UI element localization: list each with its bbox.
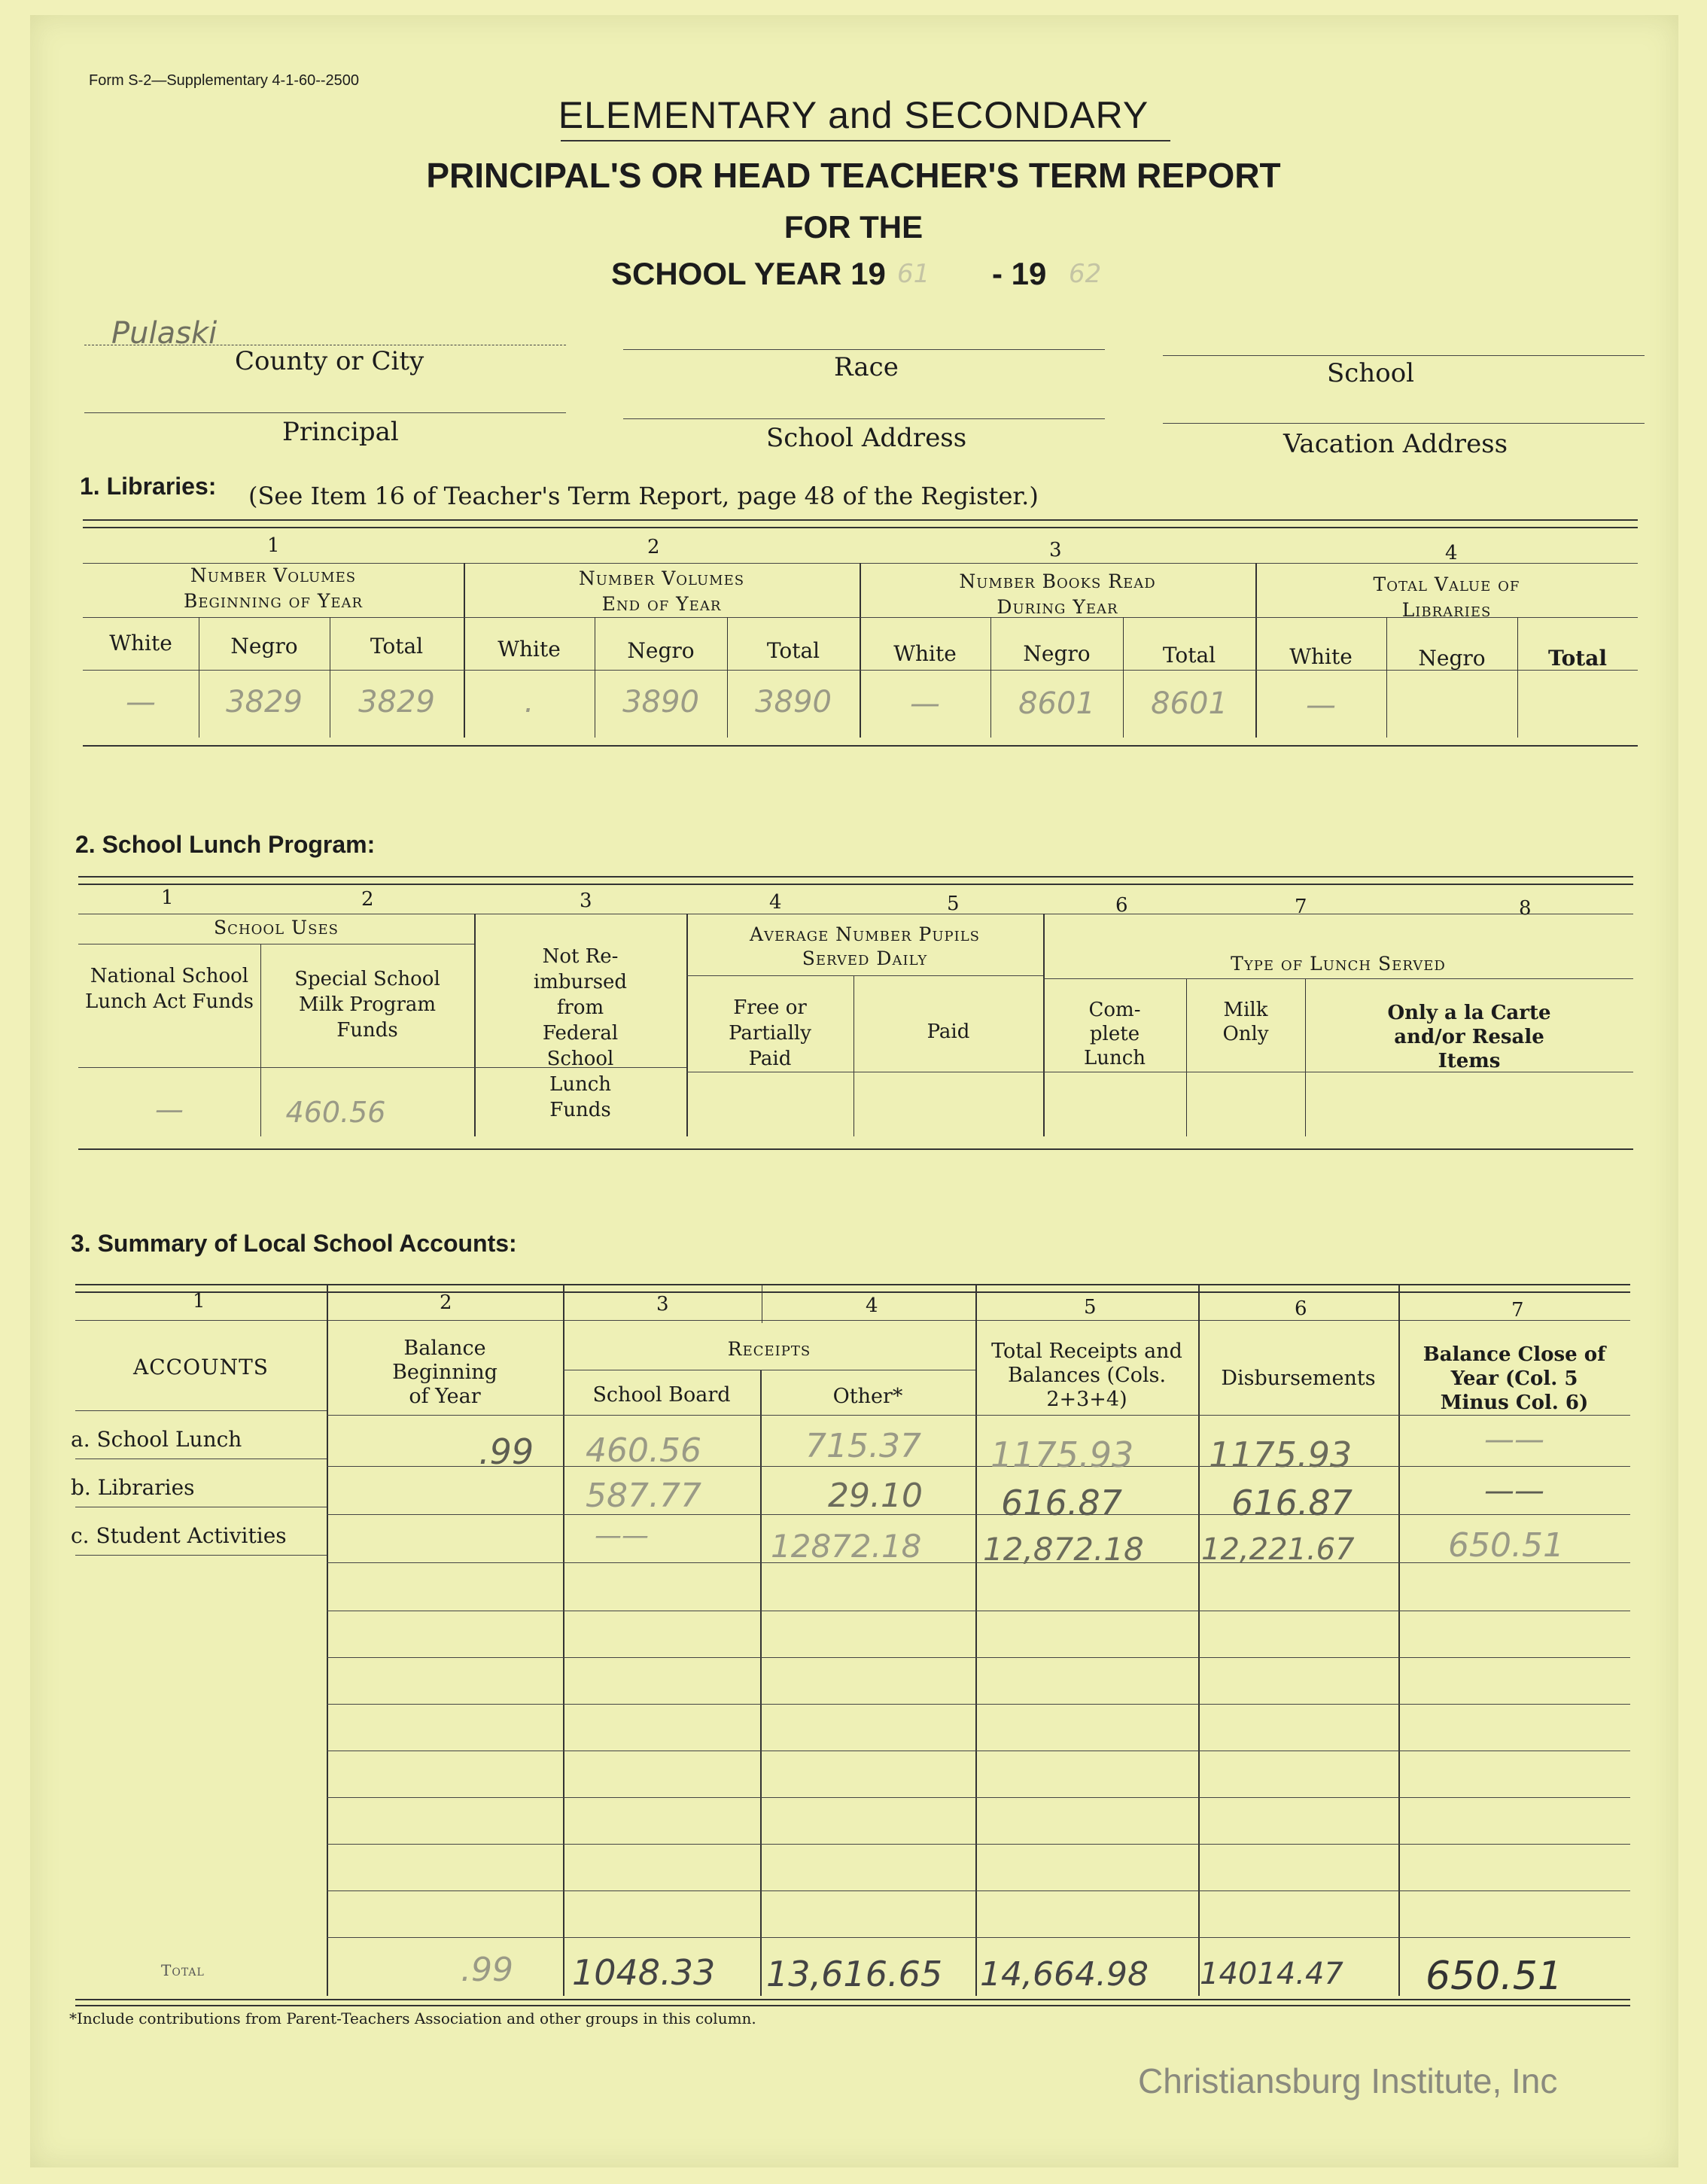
lib-rule-bottom [83, 745, 1638, 747]
lib-subline [727, 617, 728, 738]
lib-val: 3829 [226, 685, 303, 719]
acct-vline [760, 1370, 762, 1996]
acct-row-line [75, 1555, 327, 1556]
acct-colnum-1: 1 [193, 1290, 205, 1313]
lunch-avg: Average Number Pupils Served Daily [749, 923, 981, 969]
acct-colnum-3: 3 [656, 1293, 669, 1316]
lib-subline [1386, 617, 1387, 738]
acct-total: 14014.47 [1200, 1957, 1343, 1991]
lib-rule-top [83, 519, 1638, 521]
acct-rule-top [75, 1284, 1630, 1285]
acct-val: —— [595, 1520, 649, 1551]
school-year-mid: - 19 [992, 256, 1047, 291]
school-year-start: 61 [897, 259, 930, 289]
acct-colnum-2: 2 [440, 1291, 452, 1314]
lunch-c7: Milk Only [1222, 999, 1269, 1045]
lunch-c3: Not Re-imbursed from Federal School Lunch Funds [533, 945, 628, 1121]
acct-row-line [327, 1657, 1630, 1658]
acct-row-line [327, 1937, 1630, 1938]
lunch-c6: Com-plete Lunch [1083, 999, 1146, 1069]
lunch-c1: National School Lunch Act Funds [85, 965, 254, 1013]
lib-sub-negro: Negro [230, 634, 298, 659]
header-line2: PRINCIPAL'S OR HEAD TEACHER'S TERM REPORT [426, 156, 1281, 195]
acct-colnum-5: 5 [1084, 1296, 1097, 1319]
acct-h-balance-begin: Balance Beginning of Year [392, 1337, 497, 1408]
acct-val: 12,872.18 [983, 1531, 1144, 1568]
lunch-v2: 460.56 [285, 1096, 386, 1129]
lib-group-3 [860, 569, 1255, 620]
race-label: Race [834, 352, 899, 382]
lunch-title: 2. School Lunch Program: [75, 831, 376, 858]
acct-colnum-4: 4 [866, 1294, 878, 1317]
acct-val: 650.51 [1448, 1526, 1564, 1565]
acct-val: 12872.18 [771, 1528, 922, 1565]
lib-sub-total: Total [766, 638, 820, 663]
lib-group-3-line2: During Year [997, 596, 1118, 618]
lib-group-4-line2: Libraries [1401, 599, 1492, 621]
header-line1: ELEMENTARY and SECONDARY [558, 94, 1149, 136]
lunch-colnum-8: 8 [1519, 897, 1532, 920]
acct-total: 1048.33 [572, 1952, 716, 1993]
address-line [623, 418, 1105, 419]
acct-rule-nums [75, 1320, 1630, 1321]
lunch-colnum-5: 5 [947, 893, 960, 915]
lib-group-2-line1: Number Volumes [578, 567, 745, 589]
lib-val: 3829 [358, 685, 435, 719]
lunch-v1: — [155, 1093, 184, 1126]
lunch-colnum-3: 3 [580, 890, 592, 912]
acct-val: 616.87 [1001, 1483, 1122, 1523]
school-year-end: 62 [1069, 259, 1102, 289]
acct-row-label: b. Libraries [71, 1475, 195, 1500]
lib-sub-white: White [497, 637, 561, 662]
acct-total: 14,664.98 [980, 1955, 1149, 1994]
acct-total-label: Total [161, 1961, 205, 1979]
acct-h-balance-close: Balance Close of Year (Col. 5 Minus Col. 6) [1422, 1343, 1606, 1414]
lib-group-2-line2: End of Year [601, 593, 722, 615]
acct-row-line [327, 1514, 1630, 1515]
lib-group-1 [83, 563, 464, 614]
lunch-rule-top [78, 876, 1633, 878]
school-year-prefix: SCHOOL YEAR 19 [611, 256, 886, 291]
lib-colnum-3: 3 [1049, 539, 1062, 561]
lib-group-1-line1: Number Volumes [190, 564, 357, 586]
county-value: Pulaski [111, 316, 218, 351]
lib-sub-white: White [109, 631, 172, 656]
acct-val: .99 [479, 1431, 534, 1472]
acct-val: 1175.93 [990, 1434, 1134, 1475]
lib-val: 8601 [1151, 686, 1228, 721]
school-label: School [1327, 358, 1415, 388]
lunch-colnum-7: 7 [1295, 896, 1307, 918]
acct-row-line [327, 1562, 1630, 1563]
lunch-c8: Only a la Carte and/or Resale Items [1387, 1002, 1551, 1072]
lunch-school-uses: School Uses [214, 917, 339, 938]
acct-h-school-board: School Board [592, 1383, 731, 1407]
lib-colnum-4: 4 [1445, 542, 1458, 564]
lunch-type-rule [1043, 978, 1633, 979]
acct-h-receipts: Receipts [727, 1338, 811, 1360]
lunch-colnum-4: 4 [769, 891, 782, 914]
acct-row-label: a. School Lunch [71, 1427, 242, 1452]
acct-h-disb: Disbursements [1221, 1367, 1376, 1390]
address-label: School Address [766, 423, 967, 453]
acct-h-accounts: ACCOUNTS [133, 1355, 269, 1379]
lib-group-4 [1255, 572, 1638, 623]
acct-total: .99 [461, 1951, 513, 1989]
county-label: County or City [235, 346, 424, 376]
acct-val: 715.37 [805, 1427, 921, 1465]
acct-colnum-6: 6 [1295, 1297, 1307, 1320]
vacation-line [1163, 423, 1645, 424]
lib-val: — [910, 686, 940, 721]
libraries-note: (See Item 16 of Teacher's Term Report, page 48 of the Register.) [248, 482, 1039, 510]
lib-rule-top2 [83, 527, 1638, 528]
lunch-colnum-2: 2 [361, 888, 374, 911]
acct-h-total-receipts: Total Receipts and Balances (Cols. 2+3+4) [991, 1340, 1182, 1411]
lib-val: 3890 [622, 685, 699, 719]
lib-sub-negro: Negro [627, 638, 695, 663]
lunch-colnum-1: 1 [161, 887, 174, 909]
accounts-title: 3. Summary of Local School Accounts: [71, 1230, 517, 1257]
lib-val: — [126, 685, 156, 719]
acct-val: 616.87 [1231, 1483, 1353, 1523]
acct-val: 29.10 [828, 1477, 923, 1515]
lib-sub-white: White [1289, 644, 1353, 669]
lib-group-3-line1: Number Books Read [959, 570, 1156, 592]
lib-subline [1517, 617, 1518, 738]
acct-rule-top2 [75, 1291, 1630, 1293]
acct-val: —— [1484, 1474, 1544, 1508]
acct-total: 650.51 [1426, 1954, 1562, 1999]
lib-sub-total: Total [1547, 646, 1607, 671]
lib-sub-total: Total [370, 634, 424, 659]
lunch-rule-bottom [78, 1148, 1633, 1150]
acct-row-line [327, 1797, 1630, 1798]
acct-rule-header2 [327, 1415, 1630, 1416]
lunch-c5: Paid [927, 1021, 970, 1043]
acct-row-line [327, 1890, 1630, 1891]
acct-rule-bottom [75, 1999, 1630, 2000]
lib-val: . [524, 685, 534, 719]
acct-row-line [327, 1844, 1630, 1845]
race-line [623, 349, 1105, 350]
acct-val: —— [1484, 1422, 1544, 1457]
school-line [1163, 355, 1645, 356]
form-paper [30, 15, 1678, 2167]
vacation-label: Vacation Address [1283, 429, 1508, 459]
lib-rule-sub [83, 617, 1638, 618]
lib-group-1-line2: Beginning of Year [183, 590, 364, 612]
acct-val: 460.56 [586, 1431, 701, 1470]
lib-val: — [1306, 688, 1336, 722]
acct-rule-header [75, 1410, 327, 1411]
acct-row-line [327, 1704, 1630, 1705]
lib-val: 8601 [1018, 686, 1095, 721]
header-underline [561, 140, 1170, 141]
lib-sub-negro: Negro [1418, 646, 1486, 671]
principal-line [84, 412, 566, 413]
acct-val: 12,221.67 [1201, 1532, 1355, 1567]
acct-row-label: c. Student Activities [71, 1523, 287, 1548]
lib-sub-total: Total [1162, 643, 1216, 668]
principal-label: Principal [282, 417, 399, 447]
acct-rule-bottom2 [75, 2005, 1630, 2006]
watermark: Christiansburg Institute, Inc [1138, 2061, 1558, 2100]
acct-h-other: Other* [832, 1385, 903, 1408]
footnote: *Include contributions from Parent-Teachers Association and other groups in this column. [69, 2009, 756, 2027]
lunch-avg-rule [686, 975, 1043, 976]
lib-group-4-line1: Total Value of [1373, 573, 1520, 595]
acct-val: 587.77 [586, 1477, 701, 1515]
acct-val: 1175.93 [1209, 1434, 1353, 1475]
lunch-rule-top2 [78, 884, 1633, 885]
lib-group-2 [464, 566, 860, 617]
lunch-type: Type of Lunch Served [1231, 953, 1446, 975]
lunch-rule-data [78, 1067, 686, 1068]
lib-colnum-2: 2 [647, 536, 660, 558]
lunch-c4: Free or Partially Paid [729, 996, 811, 1070]
lib-sub-white: White [893, 641, 957, 666]
acct-vline [1198, 1284, 1200, 1996]
lunch-c2: Special School Milk Program Funds [294, 968, 440, 1042]
lib-val: 3890 [755, 685, 832, 719]
lunch-colnum-6: 6 [1115, 894, 1128, 917]
acct-total: 13,616.65 [766, 1954, 943, 1994]
form-id: Form S-2—Supplementary 4-1-60--2500 [89, 72, 360, 89]
libraries-title: 1. Libraries: [80, 473, 217, 500]
lib-sub-negro: Negro [1023, 641, 1091, 666]
lib-colnum-1: 1 [267, 534, 280, 557]
acct-colnum-7: 7 [1511, 1299, 1524, 1322]
header-line3: FOR THE [784, 209, 923, 245]
